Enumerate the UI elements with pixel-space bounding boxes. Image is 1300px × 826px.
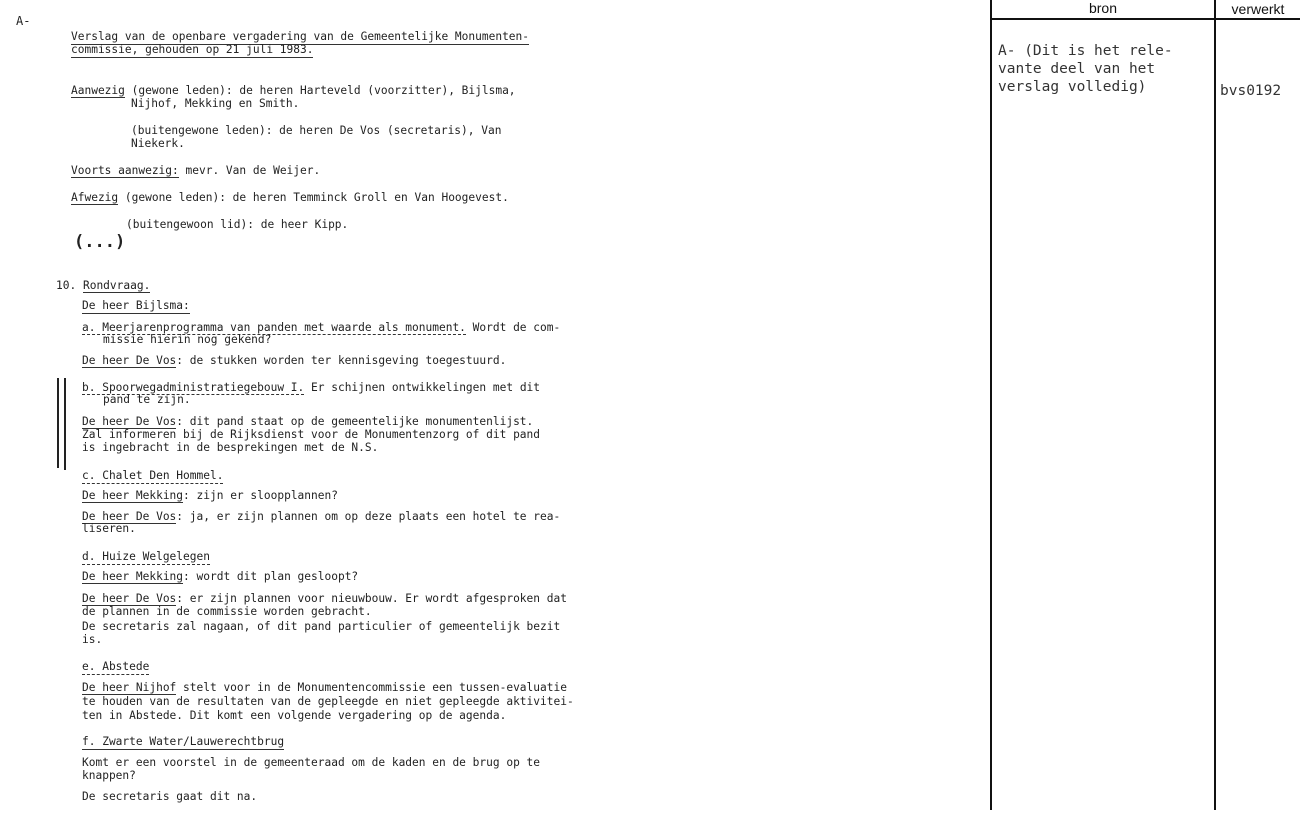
item-d-answer-line-1 [82,592,567,606]
item-e-line-2: te houden van de resultaten van de gepleegde en niet gepleegde aktivitei- [82,695,574,708]
present-extra-line-1: (buitengewone leden): de heren De Vos (secretaris), Van [131,124,502,137]
item-a-rest: Wordt de com- [465,321,561,334]
item-f-line-1: Komt er een voorstel in de gemeenteraad om de kaden en de brug op te [82,756,541,769]
page-marker: A- [16,14,31,28]
item-e-label: e. Abstede [82,660,150,673]
item-b-answer-speaker: De heer De Vos [82,415,177,428]
item-d-answer-line-4: is. [82,633,103,646]
item-c-answer-line-1 [82,510,560,524]
absent-extra: (buitengewoon lid): de heer Kipp. [126,218,349,231]
item-a-answer [82,354,506,368]
margin-mark-right [64,378,66,470]
item-d-answer-line-3: De secretaris zal nagaan, of dit pand particulier of gemeentelijk bezit [82,620,561,633]
item-e-rest: stelt voor in de Monumentencommissie een tussen-evaluatie [176,681,567,694]
verwerkt-code: bvs0192 [1220,83,1282,99]
also-present [71,164,320,178]
item-a-answer-rest: : de stukken worden ter kennisgeving toegestuurd. [176,354,507,367]
item-d-answer-rest: : er zijn plannen voor nieuwbouw. Er wordt afgesproken dat [176,592,567,605]
title-line-1: Verslag van de openbare vergadering van de Gemeentelijke Monumenten- [71,30,530,43]
item-b-rest: Er schijnen ontwikkelingen met dit [304,381,541,394]
item-b-answer-rest: : dit pand staat op de gemeentelijke monumentenlijst. [176,415,534,428]
item-a-label: a. Meerjarenprogramma van panden met waarde als monument. [82,321,466,334]
item-e-line-3: ten in Abstede. Dit komt een volgende vergadering op de agenda. [82,709,507,722]
absent-label: Afwezig [71,191,119,204]
item-c-answer-line-2: liseren. [82,522,136,535]
item-a-line-2: missie hierin nog gekend? [103,333,272,346]
margin-mark-left [57,378,59,468]
table-header-rule [990,18,1300,20]
absent-line [71,191,509,205]
item-heading [56,279,150,293]
item-b-label: b. Spoorwegadministratiegebouw I. [82,381,305,394]
item-number: 10. [56,279,77,292]
title-line-2: commissie, gehouden op 21 juli 1983. [71,43,314,56]
speaker-bijlsma: De heer Bijlsma: [82,299,190,312]
item-d-answer-speaker: De heer De Vos [82,592,177,605]
item-c-answer-rest: : ja, er zijn plannen om op deze plaats een hotel te rea- [176,510,561,523]
item-f-label: f. Zwarte Water/Lauwerechtbrug [82,735,285,748]
column-header-bron: bron [1088,0,1118,16]
present-label: Aanwezig [71,84,125,97]
item-d-question-rest: : wordt dit plan gesloopt? [183,570,359,583]
item-d-label: d. Huize Welgelegen [82,550,210,563]
item-c-answer-speaker: De heer De Vos [82,510,177,523]
item-b-answer-line-2: Zal informeren bij de Rijksdienst voor de Monumentenzorg of dit pand [82,428,541,441]
item-e-speaker: De heer Nijhof [82,681,177,694]
item-c-question-speaker: De heer Mekking [82,489,184,502]
also-rest: mevr. Van de Weijer. [178,164,321,177]
absent-rest: (gewone leden): de heren Temminck Groll en Van Hoogevest. [118,191,509,204]
item-c-label: c. Chalet Den Hommel. [82,469,224,482]
column-header-verwerkt: verwerkt [1231,1,1285,17]
item-d-question-speaker: De heer Mekking [82,570,184,583]
present-line-1 [71,84,516,98]
ellipsis: (...) [74,232,126,252]
item-f-line-3: De secretaris gaat dit na. [82,790,258,803]
item-f-line-2: knappen? [82,769,136,782]
item-b-answer-line-3: is ingebracht in de besprekingen met de N.S. [82,441,379,454]
item-b-answer-line-1 [82,415,533,429]
present-extra-line-2: Niekerk. [131,137,185,150]
also-label: Voorts aanwezig: [71,164,179,177]
item-c-question [82,489,338,503]
present-rest: (gewone leden): de heren Harteveld (voorzitter), Bijlsma, [124,84,516,97]
present-line-2: Nijhof, Mekking en Smith. [131,97,300,110]
table-rule-left [990,0,992,810]
item-title: Rondvraag. [82,279,151,292]
table-rule-middle [1214,0,1216,810]
item-a-answer-speaker: De heer De Vos [82,354,177,367]
item-d-answer-line-2: de plannen in de commissie worden gebracht. [82,605,372,618]
item-d-question [82,570,358,584]
bron-note: A- (Dit is het rele- vante deel van het verslag volledig) [998,43,1173,95]
item-c-question-rest: : zijn er sloopplannen? [183,489,338,502]
item-b-line-2: pand te zijn. [103,393,191,406]
item-e-line-1 [82,681,567,695]
